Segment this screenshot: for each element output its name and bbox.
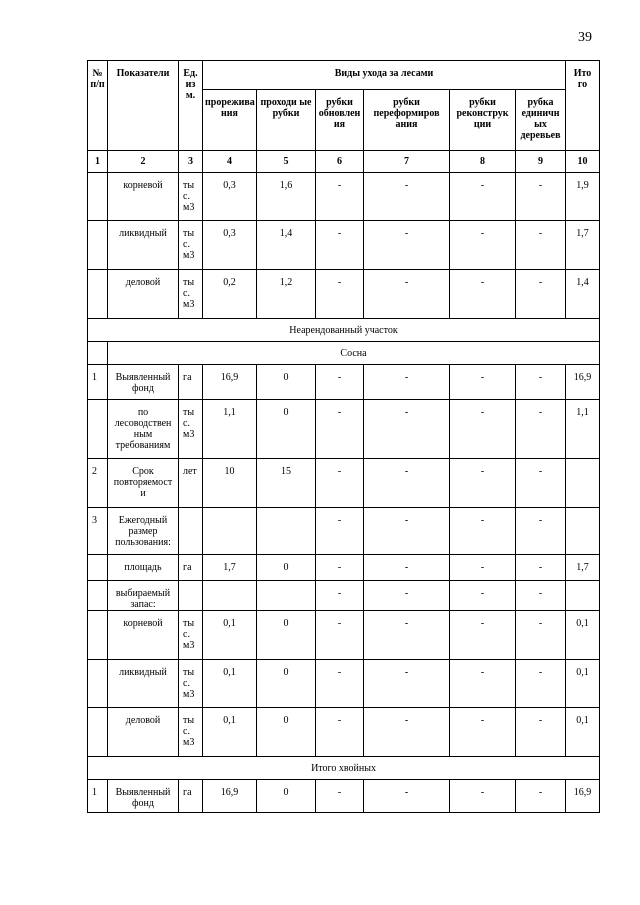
value-cell: - <box>450 660 516 708</box>
value-cell: - <box>364 708 450 757</box>
header-thinning: прорежива ния <box>203 90 257 151</box>
total-cell: 16,9 <box>566 365 600 400</box>
row-number-cell <box>88 400 108 459</box>
unit-cell <box>179 581 203 611</box>
row-number-cell: 1 <box>88 365 108 400</box>
indicator-cell: корневой <box>108 611 179 660</box>
indicator-cell: Выявленный фонд <box>108 780 179 813</box>
total-cell <box>566 508 600 555</box>
row-number-cell: 2 <box>88 459 108 508</box>
value-cell: - <box>364 365 450 400</box>
value-cell: 10 <box>203 459 257 508</box>
table-row <box>88 400 600 459</box>
header-renewal-cutting: рубки обновлен ия <box>316 90 364 151</box>
unit-cell: га <box>179 365 203 400</box>
section-total-conifers: Итого хвойных <box>88 757 600 780</box>
value-cell: - <box>316 780 364 813</box>
total-cell: 1,9 <box>566 173 600 221</box>
value-cell: 1,6 <box>257 173 316 221</box>
value-cell <box>203 581 257 611</box>
table-body-pine <box>88 365 600 757</box>
value-cell: 1,7 <box>203 555 257 581</box>
unit-cell: га <box>179 780 203 813</box>
column-number: 9 <box>516 151 566 173</box>
indicator-cell: по лесоводствен ным требованиям <box>108 400 179 459</box>
value-cell: 0 <box>257 611 316 660</box>
value-cell: - <box>364 555 450 581</box>
value-cell: - <box>316 221 364 270</box>
total-cell: 16,9 <box>566 780 600 813</box>
value-cell: - <box>364 660 450 708</box>
unit-cell: ты с. м3 <box>179 611 203 660</box>
unit-cell: лет <box>179 459 203 508</box>
empty-cell <box>88 342 108 365</box>
total-cell: 1,4 <box>566 270 600 319</box>
header-col-unit: Ед. из м. <box>179 61 203 151</box>
section-pine: Сосна <box>108 342 600 365</box>
value-cell: - <box>316 459 364 508</box>
indicator-cell: Выявленный фонд <box>108 365 179 400</box>
value-cell: 1,2 <box>257 270 316 319</box>
row-number-cell <box>88 221 108 270</box>
value-cell: - <box>516 555 566 581</box>
total-cell: 1,7 <box>566 555 600 581</box>
unit-cell: ты с. м3 <box>179 400 203 459</box>
header-col-total: Ито го <box>566 61 600 151</box>
value-cell: - <box>516 270 566 319</box>
value-cell: 0 <box>257 555 316 581</box>
row-number-cell: 3 <box>88 508 108 555</box>
indicator-cell: Срок повторяемост и <box>108 459 179 508</box>
value-cell: - <box>516 459 566 508</box>
unit-cell: га <box>179 555 203 581</box>
table-row <box>88 459 600 508</box>
row-number-cell <box>88 708 108 757</box>
total-cell: 1,7 <box>566 221 600 270</box>
value-cell: 0 <box>257 660 316 708</box>
value-cell: 15 <box>257 459 316 508</box>
value-cell: - <box>516 365 566 400</box>
indicator-cell: деловой <box>108 270 179 319</box>
value-cell: 16,9 <box>203 365 257 400</box>
value-cell: - <box>516 660 566 708</box>
value-cell: - <box>316 555 364 581</box>
value-cell: - <box>316 400 364 459</box>
unit-cell: ты с. м3 <box>179 708 203 757</box>
indicator-cell: выбираемый запас: <box>108 581 179 611</box>
value-cell: - <box>450 611 516 660</box>
indicator-cell: ликвидный <box>108 221 179 270</box>
value-cell: - <box>450 581 516 611</box>
header-col-indicator: Показатели <box>108 61 179 151</box>
header-passage-cutting: проходи ые рубки <box>257 90 316 151</box>
table-body-conifers <box>88 780 600 813</box>
value-cell: 0,1 <box>203 611 257 660</box>
value-cell: - <box>364 173 450 221</box>
value-cell: - <box>316 508 364 555</box>
value-cell: - <box>450 459 516 508</box>
value-cell: - <box>316 270 364 319</box>
total-cell <box>566 459 600 508</box>
column-number: 8 <box>450 151 516 173</box>
value-cell: - <box>450 270 516 319</box>
table-row <box>88 555 600 581</box>
value-cell: - <box>316 365 364 400</box>
column-number: 3 <box>179 151 203 173</box>
value-cell <box>203 508 257 555</box>
value-cell: 0 <box>257 708 316 757</box>
section-unleased-area: Неарендованный участок <box>88 319 600 342</box>
total-cell: 0,1 <box>566 611 600 660</box>
total-cell: 0,1 <box>566 660 600 708</box>
table-row <box>88 581 600 611</box>
table-row <box>88 173 600 221</box>
value-cell: - <box>364 508 450 555</box>
value-cell: - <box>516 708 566 757</box>
value-cell: - <box>516 400 566 459</box>
value-cell: - <box>516 508 566 555</box>
value-cell: - <box>364 270 450 319</box>
value-cell: - <box>364 400 450 459</box>
total-cell <box>566 581 600 611</box>
table-row <box>88 708 600 757</box>
value-cell: - <box>364 581 450 611</box>
value-cell: 1,4 <box>257 221 316 270</box>
table-row <box>88 508 600 555</box>
value-cell: - <box>316 581 364 611</box>
row-number-cell <box>88 660 108 708</box>
column-number: 6 <box>316 151 364 173</box>
unit-cell: ты с. м3 <box>179 173 203 221</box>
table-row <box>88 660 600 708</box>
value-cell: - <box>450 365 516 400</box>
column-number: 4 <box>203 151 257 173</box>
unit-cell: ты с. м3 <box>179 221 203 270</box>
row-number-cell: 1 <box>88 780 108 813</box>
value-cell: 1,1 <box>203 400 257 459</box>
column-number-row <box>88 151 600 173</box>
column-number: 10 <box>566 151 600 173</box>
value-cell: - <box>450 173 516 221</box>
value-cell: - <box>364 611 450 660</box>
table-row <box>88 221 600 270</box>
unit-cell: ты с. м3 <box>179 660 203 708</box>
indicator-cell: ликвидный <box>108 660 179 708</box>
value-cell: 0 <box>257 780 316 813</box>
value-cell: 0,3 <box>203 221 257 270</box>
value-cell: - <box>316 173 364 221</box>
table-row <box>88 270 600 319</box>
table-row <box>88 611 600 660</box>
indicator-cell: площадь <box>108 555 179 581</box>
value-cell: - <box>316 708 364 757</box>
column-number: 5 <box>257 151 316 173</box>
value-cell: 0,1 <box>203 708 257 757</box>
value-cell: - <box>364 221 450 270</box>
value-cell: 0,1 <box>203 660 257 708</box>
row-number-cell <box>88 611 108 660</box>
value-cell: - <box>516 173 566 221</box>
value-cell: - <box>316 611 364 660</box>
value-cell: - <box>450 400 516 459</box>
header-reconstruction-cutting: рубки реконструк ции <box>450 90 516 151</box>
row-number-cell <box>88 581 108 611</box>
column-number: 2 <box>108 151 179 173</box>
indicator-cell: корневой <box>108 173 179 221</box>
row-number-cell <box>88 173 108 221</box>
header-col-number: № п/п <box>88 61 108 151</box>
value-cell: - <box>364 459 450 508</box>
value-cell: 0,3 <box>203 173 257 221</box>
indicator-cell: Ежегодный размер пользования: <box>108 508 179 555</box>
value-cell <box>257 508 316 555</box>
value-cell: - <box>450 508 516 555</box>
page-number: 39 <box>578 30 592 45</box>
forest-care-table <box>87 60 600 813</box>
value-cell: - <box>450 780 516 813</box>
row-number-cell <box>88 270 108 319</box>
header-reformation-cutting: рубки переформиров ания <box>364 90 450 151</box>
value-cell: 0,2 <box>203 270 257 319</box>
value-cell: - <box>450 555 516 581</box>
column-number: 1 <box>88 151 108 173</box>
value-cell: - <box>516 581 566 611</box>
total-cell: 1,1 <box>566 400 600 459</box>
value-cell: 0 <box>257 400 316 459</box>
header-single-tree-cutting: рубка единичн ых деревьев <box>516 90 566 151</box>
total-cell: 0,1 <box>566 708 600 757</box>
table-row <box>88 780 600 813</box>
value-cell: - <box>364 780 450 813</box>
value-cell: - <box>516 221 566 270</box>
value-cell: - <box>450 708 516 757</box>
column-number: 7 <box>364 151 450 173</box>
value-cell: - <box>450 221 516 270</box>
value-cell: 0 <box>257 365 316 400</box>
value-cell: - <box>516 780 566 813</box>
table-row <box>88 365 600 400</box>
indicator-cell: деловой <box>108 708 179 757</box>
header-care-types: Виды ухода за лесами <box>203 61 566 90</box>
row-number-cell <box>88 555 108 581</box>
table-body-leased <box>88 173 600 319</box>
value-cell: - <box>316 660 364 708</box>
value-cell: - <box>516 611 566 660</box>
unit-cell: ты с. м3 <box>179 270 203 319</box>
value-cell <box>257 581 316 611</box>
value-cell: 16,9 <box>203 780 257 813</box>
unit-cell <box>179 508 203 555</box>
